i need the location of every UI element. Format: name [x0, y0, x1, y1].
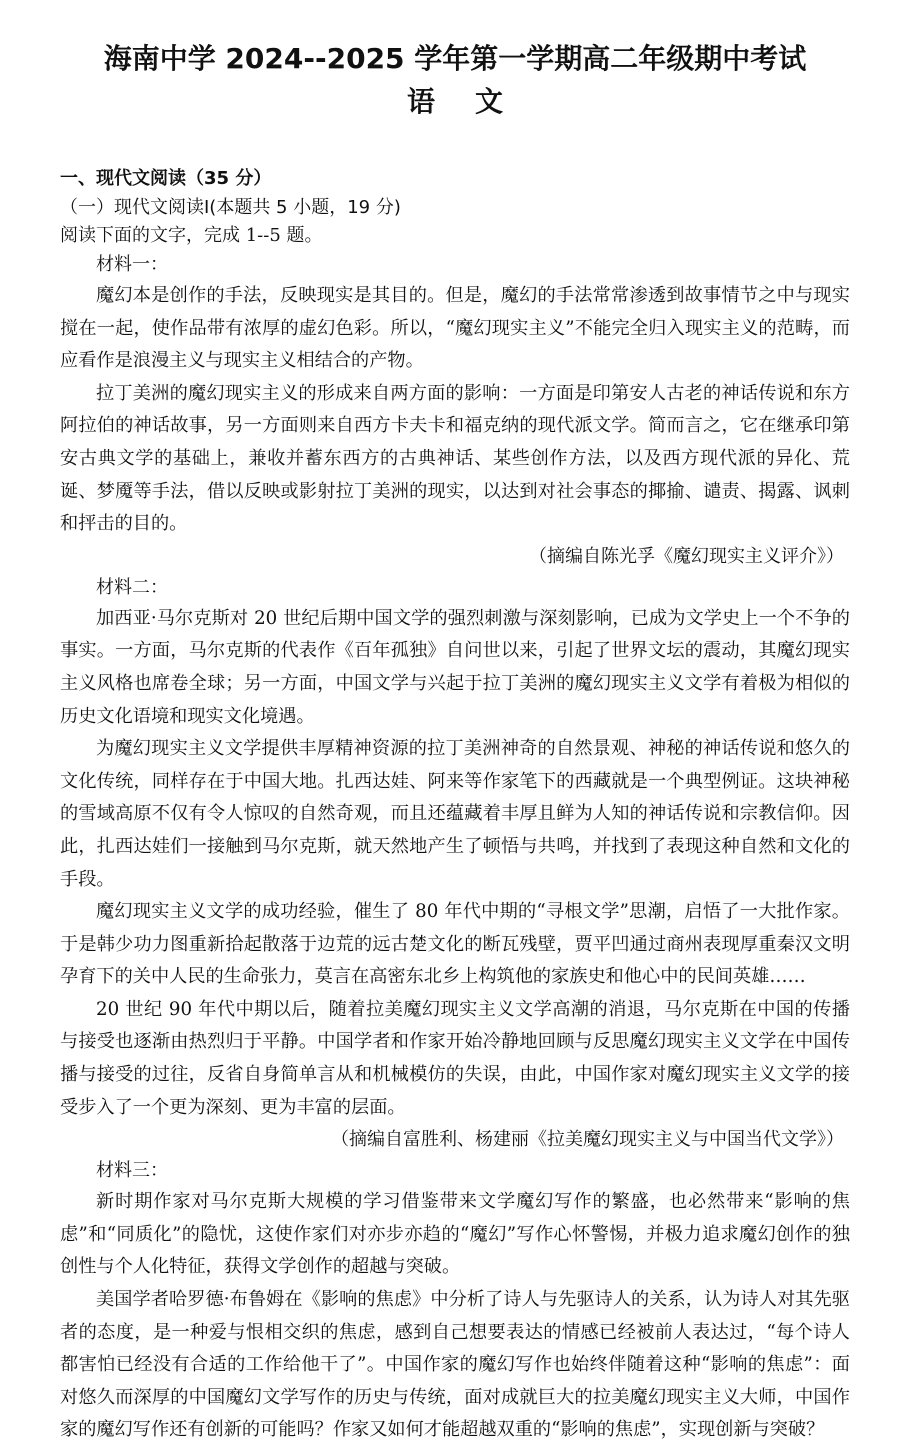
section-subheading: （一）现代文阅读Ⅰ(本题共 5 小题，19 分) — [60, 197, 401, 218]
material-1-source: （摘编自陈光孚《魔幻现实主义评介》） — [529, 545, 844, 567]
material-2-paragraph: 魔幻现实主义文学的成功经验，催生了 80 年代中期的“寻根文学”思潮，启悟了一大批作家。于是韩少功力图重新拾起散落于边荒的远古楚文化的断瓦残壁，贾平凹通过商州表现厚重秦汉文明孕育下的关中人民的生命张力，莫言在高密东北乡上构筑他的家族史和他心中的民间英雄…… — [60, 901, 850, 988]
material-1-label: 材料一： — [96, 254, 168, 275]
material-3-label: 材料三： — [96, 1160, 168, 1182]
material-2-paragraph: 20 世纪 90 年代中期以后，随着拉美魔幻现实主义文学高潮的消退，马尔克斯在中国的传播与接受也逐渐由热烈归于平静。中国学者和作家开始冷静地回顾与反思魔幻现实主义文学在中国传播与接受的过往，反省自身简单言从和机械模仿的失误，由此，中国作家对魔幻现实主义文学的接受步入了一个更为深刻、更为丰富的层面。 — [60, 998, 850, 1118]
exam-title: 海南中学 2024--2025 学年第一学期高二年级期中考试 — [103, 42, 807, 75]
reading-instruction: 阅读下面的文字，完成 1--5 题。 — [60, 225, 323, 246]
material-2-source: （摘编自富胜利、杨建丽《拉美魔幻现实主义与中国当代文学》） — [331, 1129, 844, 1151]
section-heading: 一、现代文阅读（35 分） — [60, 168, 272, 189]
material-1-paragraph: 魔幻本是创作的手法，反映现实是其目的。但是，魔幻的手法常常渗透到故事情节之中与现实搅在一起，使作品带有浓厚的虚幻色彩。所以，“魔幻现实主义”不能完全归入现实主义的范畴，而应看作是浪漫主义与现实主义相结合的产物。 — [60, 285, 850, 372]
material-2-paragraph: 加西亚·马尔克斯对 20 世纪后期中国文学的强烈刺激与深刻影响，已成为文学史上一个不争的事实。一方面，马尔克斯的代表作《百年孤独》自问世以来，引起了世界文坛的震动，其魔幻现实主义风格也席卷全球；另一方面，中国文学与兴起于拉丁美洲的魔幻现实主义文学有着极为相似的历史文化语境和现实文化境遇。 — [60, 607, 850, 727]
material-3-paragraph: 新时期作家对马尔克斯大规模的学习借鉴带来文学魔幻写作的繁盛，也必然带来“影响的焦虑”和“同质化”的隐忧，这使作家们对亦步亦趋的“魔幻”写作心怀警惕，并极力追求魔幻创作的独创性与个人化特征，获得文学创作的超越与突破。 — [60, 1191, 850, 1278]
material-3-paragraph: 美国学者哈罗德·布鲁姆在《影响的焦虑》中分析了诗人与先驱诗人的关系，认为诗人对其先驱者的态度，是一种爱与恨相交织的焦虑，感到自己想要表达的情感已经被前人表达过，“每个诗人都害怕已经没有合适的工作给他干了”。中国作家的魔幻写作也始终伴随着这种“影响的焦虑”：面对悠久而深厚的中国魔幻文学写作的历史与传统，面对成就巨大的拉美魔幻现实主义大师，中国作家的魔幻写作还有创新的可能吗？作家又如何才能超越双重的“影响的焦虑”，实现创新与突破？ — [60, 1289, 850, 1441]
material-2-paragraph: 为魔幻现实主义文学提供丰厚精神资源的拉丁美洲神奇的自然景观、神秘的神话传说和悠久的文化传统，同样存在于中国大地。扎西达娃、阿来等作家笔下的西藏就是一个典型例证。这块神秘的雪域高原不仅有令人惊叹的自然奇观，而且还蕴藏着丰厚且鲜为人知的神话传说和宗教信仰。因此，扎西达娃们一接触到马尔克斯，就天然地产生了顿悟与共鸣，并找到了表现这种自然和文化的手段。 — [60, 738, 850, 890]
subject-title: 语文 — [406, 85, 543, 118]
material-1-paragraph: 拉丁美洲的魔幻现实主义的形成来自两方面的影响：一方面是印第安人古老的神话传说和东方阿拉伯的神话故事，另一方面则来自西方卡夫卡和福克纳的现代派文学。简而言之，它在继承印第安古典文学的基础上，兼收并蓄东西方的古典神话、某些创作方法，以及西方现代派的异化、荒诞、梦魇等手法，借以反映或影射拉丁美洲的现实，以达到对社会事态的揶揄、谴责、揭露、讽刺和抨击的目的。 — [60, 382, 850, 535]
material-2-label: 材料二： — [96, 576, 168, 598]
